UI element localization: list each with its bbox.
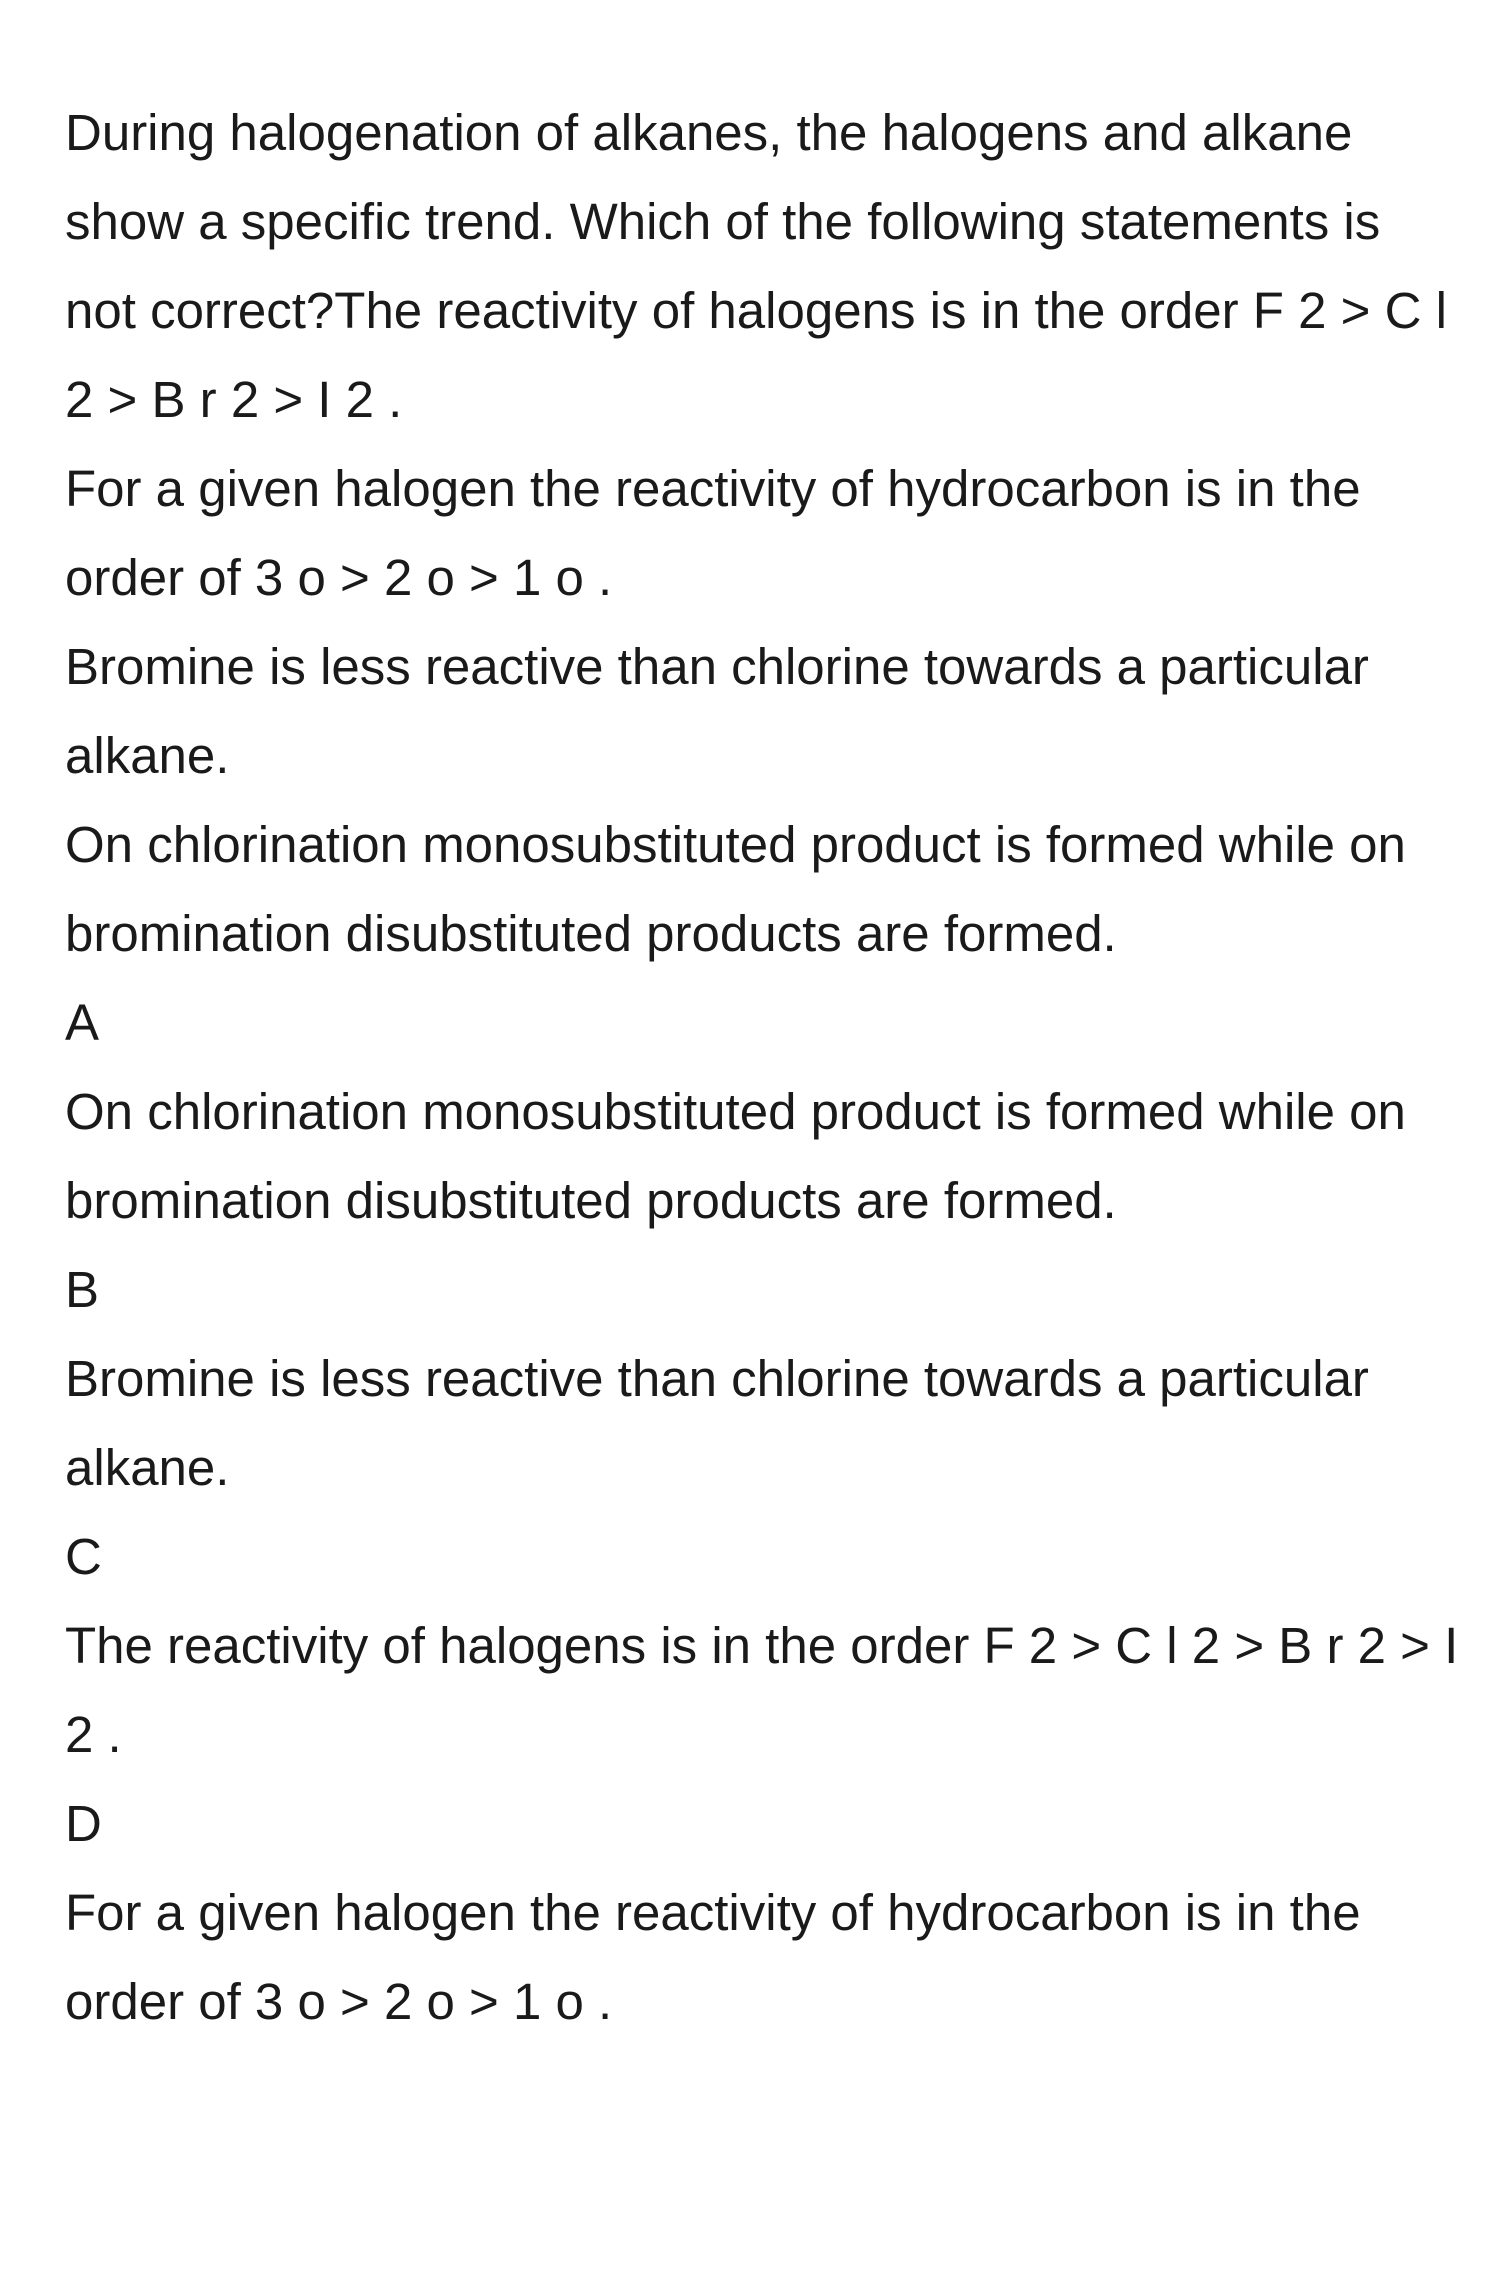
option-b-text: Bromine is less reactive than chlorine towards a particular alkane. bbox=[65, 1350, 1369, 1496]
option-c[interactable] bbox=[65, 1512, 1465, 1779]
option-a-label: A bbox=[65, 994, 100, 1051]
statement-1: For a given halogen the reactivity of hydrocarbon is in the order of 3 o > 2 o > 1 o . bbox=[65, 460, 1361, 606]
option-c-label: C bbox=[65, 1528, 102, 1585]
question-document bbox=[65, 88, 1465, 2046]
statement-3: On chlorination monosubstituted product is formed while on bromination disubstituted products are formed. bbox=[65, 816, 1406, 962]
option-d-label: D bbox=[65, 1795, 102, 1852]
option-b[interactable] bbox=[65, 1245, 1465, 1512]
question-stem: During halogenation of alkanes, the halogens and alkane show a specific trend. Which of the following statements is not correct?The reactivity of halogens is in the order F 2 > C l 2 > B r 2 > I 2 . bbox=[65, 104, 1447, 428]
option-b-label: B bbox=[65, 1261, 100, 1318]
option-c-text: The reactivity of halogens is in the order F 2 > C l 2 > B r 2 > I 2 . bbox=[65, 1617, 1459, 1763]
option-d-text: For a given halogen the reactivity of hydrocarbon is in the order of 3 o > 2 o > 1 o . bbox=[65, 1884, 1361, 2030]
option-a[interactable] bbox=[65, 978, 1465, 1245]
option-d[interactable] bbox=[65, 1779, 1465, 2046]
statement-2: Bromine is less reactive than chlorine towards a particular alkane. bbox=[65, 638, 1369, 784]
option-a-text: On chlorination monosubstituted product is formed while on bromination disubstituted products are formed. bbox=[65, 1083, 1406, 1229]
